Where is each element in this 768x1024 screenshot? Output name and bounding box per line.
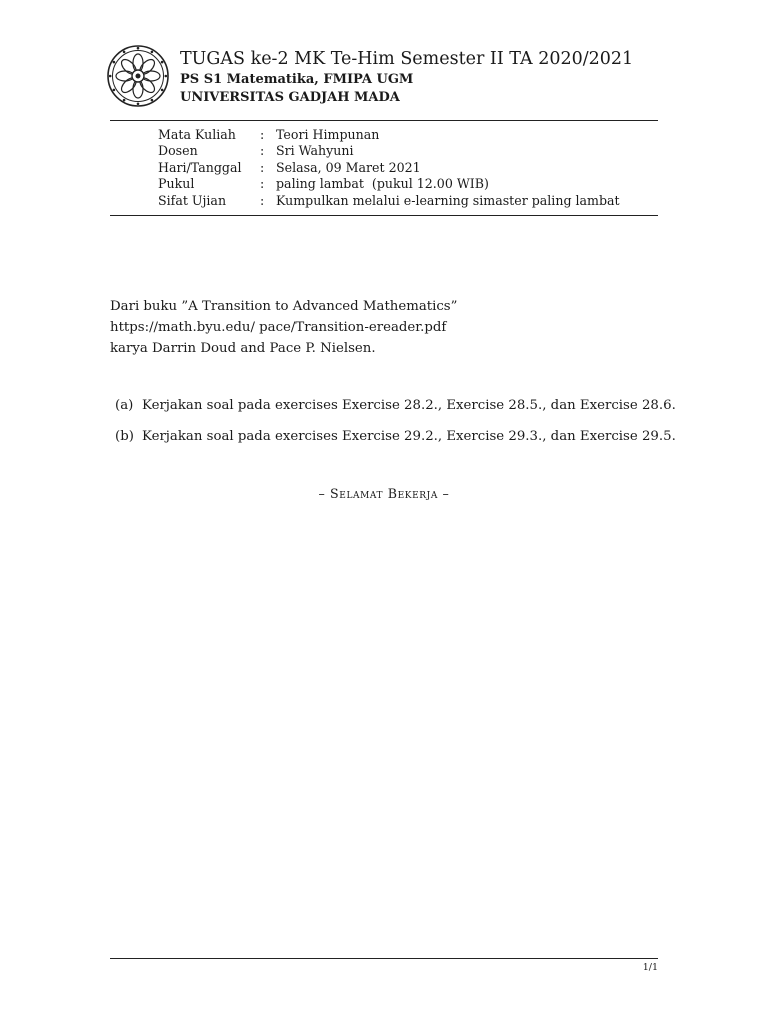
program-name: PS S1 Matematika, FMIPA UGM — [180, 72, 414, 87]
info-row-time — [158, 176, 620, 192]
info-separator: : — [260, 176, 265, 192]
info-separator: : — [260, 192, 265, 208]
book-url: https://math.byu.edu/ pace/Transition-ereader.pdf — [110, 320, 447, 335]
info-row-course — [158, 127, 620, 143]
info-separator: : — [260, 159, 265, 175]
info-row-exam-type — [158, 193, 620, 209]
info-value: Kumpulkan melalui e-learning simaster paling lambat — [276, 192, 620, 208]
book-reference: Dari buku ”A Transition to Advanced Mathematics” — [110, 299, 458, 314]
info-label: Mata Kuliah — [158, 127, 236, 142]
university-name: UNIVERSITAS GADJAH MADA — [180, 90, 400, 105]
task-marker: (b) — [115, 429, 134, 444]
info-label: Hari/Tanggal — [158, 159, 242, 175]
info-separator: : — [260, 143, 265, 159]
info-separator: : — [260, 127, 265, 142]
info-label: Dosen — [158, 143, 198, 159]
info-value: Selasa, 09 Maret 2021 — [276, 159, 421, 175]
task-text: Kerjakan soal pada exercises Exercise 28.2., Exercise 28.5., dan Exercise 28.6. — [142, 398, 676, 413]
footer-divider — [110, 958, 658, 959]
page-number: 1/1 — [642, 962, 658, 973]
info-label: Sifat Ujian — [158, 192, 227, 208]
closing-text: – Selamat Bekerja – — [318, 486, 450, 501]
info-value: paling lambat (pukul 12.00 WIB) — [276, 176, 489, 192]
course-info-table — [158, 127, 620, 209]
info-label: Pukul — [158, 176, 195, 192]
info-row-lecturer — [158, 143, 620, 159]
task-text: Kerjakan soal pada exercises Exercise 29.2., Exercise 29.3., dan Exercise 29.5. — [142, 429, 676, 444]
task-item-a — [115, 396, 676, 416]
info-row-date — [158, 160, 620, 176]
info-value: Teori Himpunan — [276, 127, 380, 142]
book-authors: karya Darrin Doud and Pace P. Nielsen. — [110, 341, 376, 356]
ugm-seal-icon — [106, 44, 170, 108]
info-value: Sri Wahyuni — [276, 143, 354, 159]
task-item-b — [115, 427, 676, 447]
header-divider — [110, 120, 658, 121]
task-marker: (a) — [115, 398, 134, 413]
document-title: TUGAS ke-2 MK Te-Him Semester II TA 2020/2021 — [180, 49, 634, 69]
info-divider — [110, 215, 658, 216]
